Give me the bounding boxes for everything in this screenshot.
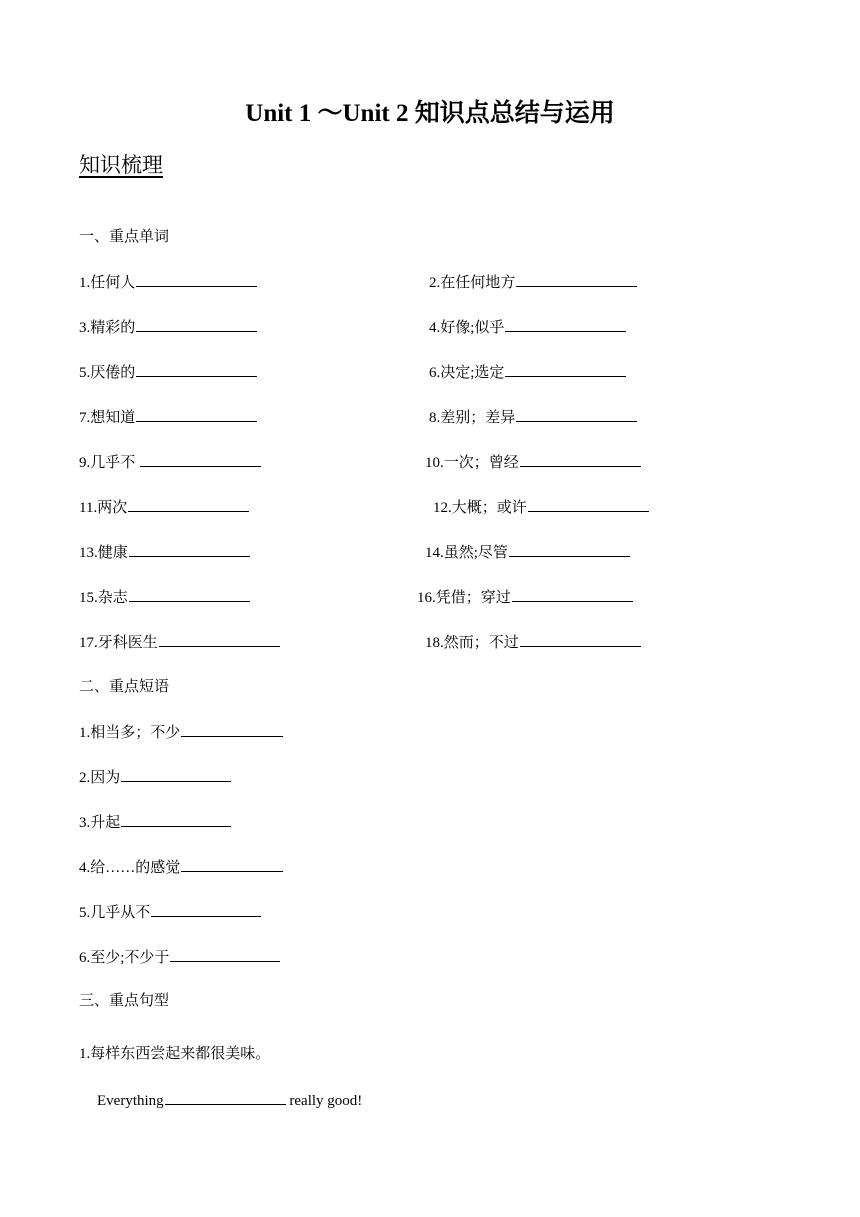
page-title: Unit 1 ～Unit 2 知识点总结与运用 bbox=[245, 100, 615, 127]
word-item: 6.决定;选定 bbox=[429, 362, 626, 383]
answer-blank[interactable] bbox=[505, 317, 626, 332]
answer-blank[interactable] bbox=[509, 542, 630, 557]
answer-blank[interactable] bbox=[170, 947, 280, 962]
section-heading-words: 一、重点单词 bbox=[79, 229, 170, 245]
answer-blank[interactable] bbox=[516, 272, 637, 287]
answer-blank[interactable] bbox=[512, 587, 633, 602]
phrase-item: 1.相当多；不少 bbox=[79, 722, 283, 743]
answer-blank[interactable] bbox=[121, 767, 231, 782]
answer-blank[interactable] bbox=[181, 722, 283, 737]
section-heading-sentences: 三、重点句型 bbox=[79, 993, 170, 1009]
answer-blank[interactable] bbox=[165, 1090, 286, 1105]
word-item: 9.几乎不 bbox=[79, 452, 261, 473]
section-heading-phrases: 二、重点短语 bbox=[79, 679, 170, 695]
word-item: 10.一次；曾经 bbox=[425, 452, 641, 473]
answer-blank[interactable] bbox=[136, 272, 257, 287]
word-item: 11.两次 bbox=[79, 497, 249, 518]
answer-blank[interactable] bbox=[520, 632, 641, 647]
sentence-answer: Everything really good! bbox=[97, 1090, 362, 1111]
answer-blank[interactable] bbox=[505, 362, 626, 377]
answer-blank[interactable] bbox=[151, 902, 261, 917]
answer-blank[interactable] bbox=[136, 362, 257, 377]
word-item: 4.好像;似乎 bbox=[429, 317, 626, 338]
word-item: 18.然而；不过 bbox=[425, 632, 641, 653]
word-item: 13.健康 bbox=[79, 542, 250, 563]
answer-blank[interactable] bbox=[520, 452, 641, 467]
word-item: 5.厌倦的 bbox=[79, 362, 257, 383]
phrase-item: 2.因为 bbox=[79, 767, 231, 788]
phrase-item: 5.几乎从不 bbox=[79, 902, 261, 923]
word-item: 15.杂志 bbox=[79, 587, 250, 608]
word-item: 12.大概；或许 bbox=[433, 497, 649, 518]
sentence-item: 1.每样东西尝起来都很美味。 bbox=[79, 1046, 271, 1062]
answer-blank[interactable] bbox=[129, 587, 250, 602]
answer-blank[interactable] bbox=[159, 632, 280, 647]
answer-blank[interactable] bbox=[136, 317, 257, 332]
word-item: 2.在任何地方 bbox=[429, 272, 637, 293]
answer-blank[interactable] bbox=[181, 857, 283, 872]
phrase-item: 3.升起 bbox=[79, 812, 231, 833]
word-item: 8.差别；差异 bbox=[429, 407, 637, 428]
answer-blank[interactable] bbox=[121, 812, 231, 827]
word-item: 17.牙科医生 bbox=[79, 632, 280, 653]
section-subtitle: 知识梳理 bbox=[79, 153, 163, 177]
word-item: 14.虽然;尽管 bbox=[425, 542, 630, 563]
answer-blank[interactable] bbox=[516, 407, 637, 422]
answer-blank[interactable] bbox=[140, 452, 261, 467]
answer-blank[interactable] bbox=[129, 542, 250, 557]
answer-blank[interactable] bbox=[136, 407, 257, 422]
answer-blank[interactable] bbox=[128, 497, 249, 512]
word-item: 3.精彩的 bbox=[79, 317, 257, 338]
word-item: 1.任何人 bbox=[79, 272, 257, 293]
phrase-item: 4.给……的感觉 bbox=[79, 857, 283, 878]
word-item: 7.想知道 bbox=[79, 407, 257, 428]
phrase-item: 6.至少;不少于 bbox=[79, 947, 280, 968]
word-item: 16.凭借；穿过 bbox=[417, 587, 633, 608]
answer-blank[interactable] bbox=[528, 497, 649, 512]
